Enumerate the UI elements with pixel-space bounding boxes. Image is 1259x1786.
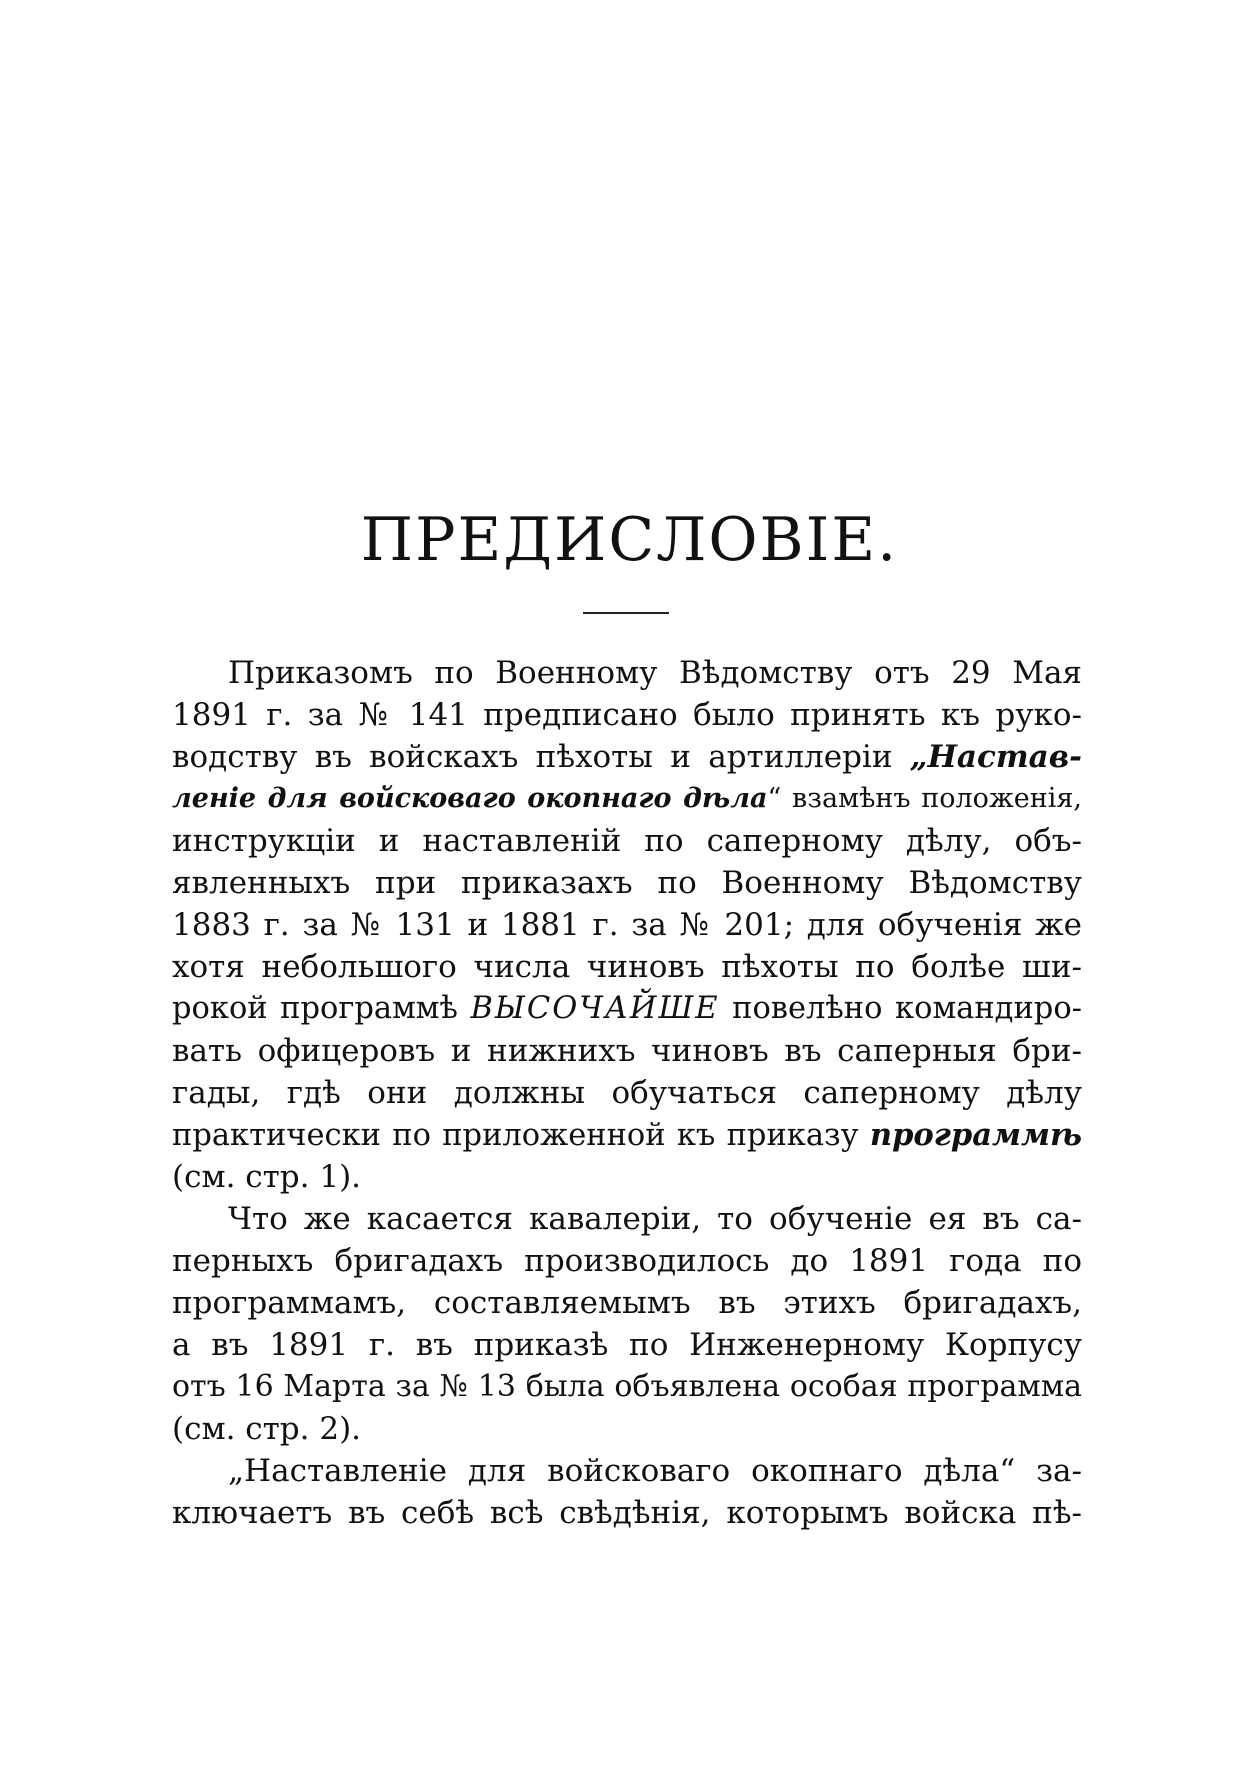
text-span: водству въ войскахъ пѣхоты и артиллеріи [172,739,910,775]
text-line: хотя небольшого числа чиновъ пѣхоты по болѣе ши- [172,949,1082,985]
emphasized-word: ВЫСОЧАЙШЕ [470,991,720,1026]
text-line: перныхъ бригадахъ производилось до 1891 года по [172,1243,1082,1279]
text-line: ключаетъ въ себѣ всѣ свѣдѣнія, которымъ войска пѣ- [172,1495,1082,1531]
text-line: инструкціи и наставленій по саперному дѣлу, объ- [172,823,1082,859]
text-span: практически по приложенной къ приказу [172,1118,870,1153]
italic-quote: „Настав- [909,739,1082,775]
text-line: отъ 16 Марта за № 13 была объявлена особая программа [172,1369,1082,1404]
italic-word: программѣ [869,1117,1082,1153]
text-line: программамъ, составляемымъ въ этихъ бригадахъ, [172,1285,1082,1321]
text-span: повелѣно командиро- [719,991,1082,1026]
text-line [172,736,1082,778]
text-span: рокой программѣ [172,991,471,1026]
text-line [172,778,1082,820]
text-line: „Наставленіе для войсковаго окопнаго дѣла“ за- [228,1453,1082,1489]
text-line: Что же касается кавалеріи, то обученіе ея въ са- [228,1201,1082,1237]
text-line: явленныхъ при приказахъ по Военному Вѣдомству [172,865,1082,901]
text-span: “ взамѣнъ положенія, [767,783,1083,814]
text-line: а въ 1891 г. въ приказѣ по Инженерному Корпусу [172,1327,1082,1363]
text-line: (см. стр. 1). [172,1159,362,1195]
italic-quote: леніе для войсковаго окопнаго дѣла [172,783,768,814]
text-line: (см. стр. 2). [172,1411,362,1447]
text-line [172,1114,1082,1156]
text-line: Приказомъ по Военному Вѣдомству отъ 29 Мая [228,655,1082,691]
text-line: вать офицеровъ и нижнихъ чиновъ въ саперныя бри- [172,1033,1082,1069]
text-line [172,988,1082,1030]
page-title: ПРЕДИСЛОВІЕ. [360,505,899,575]
text-line: гады, гдѣ они должны обучаться саперному дѣлу [172,1075,1082,1111]
text-line: 1883 г. за № 131 и 1881 г. за № 201; для обученія же [172,907,1082,943]
title-divider [583,612,669,614]
text-line: 1891 г. за № 141 предписано было принять къ руко- [172,697,1082,733]
